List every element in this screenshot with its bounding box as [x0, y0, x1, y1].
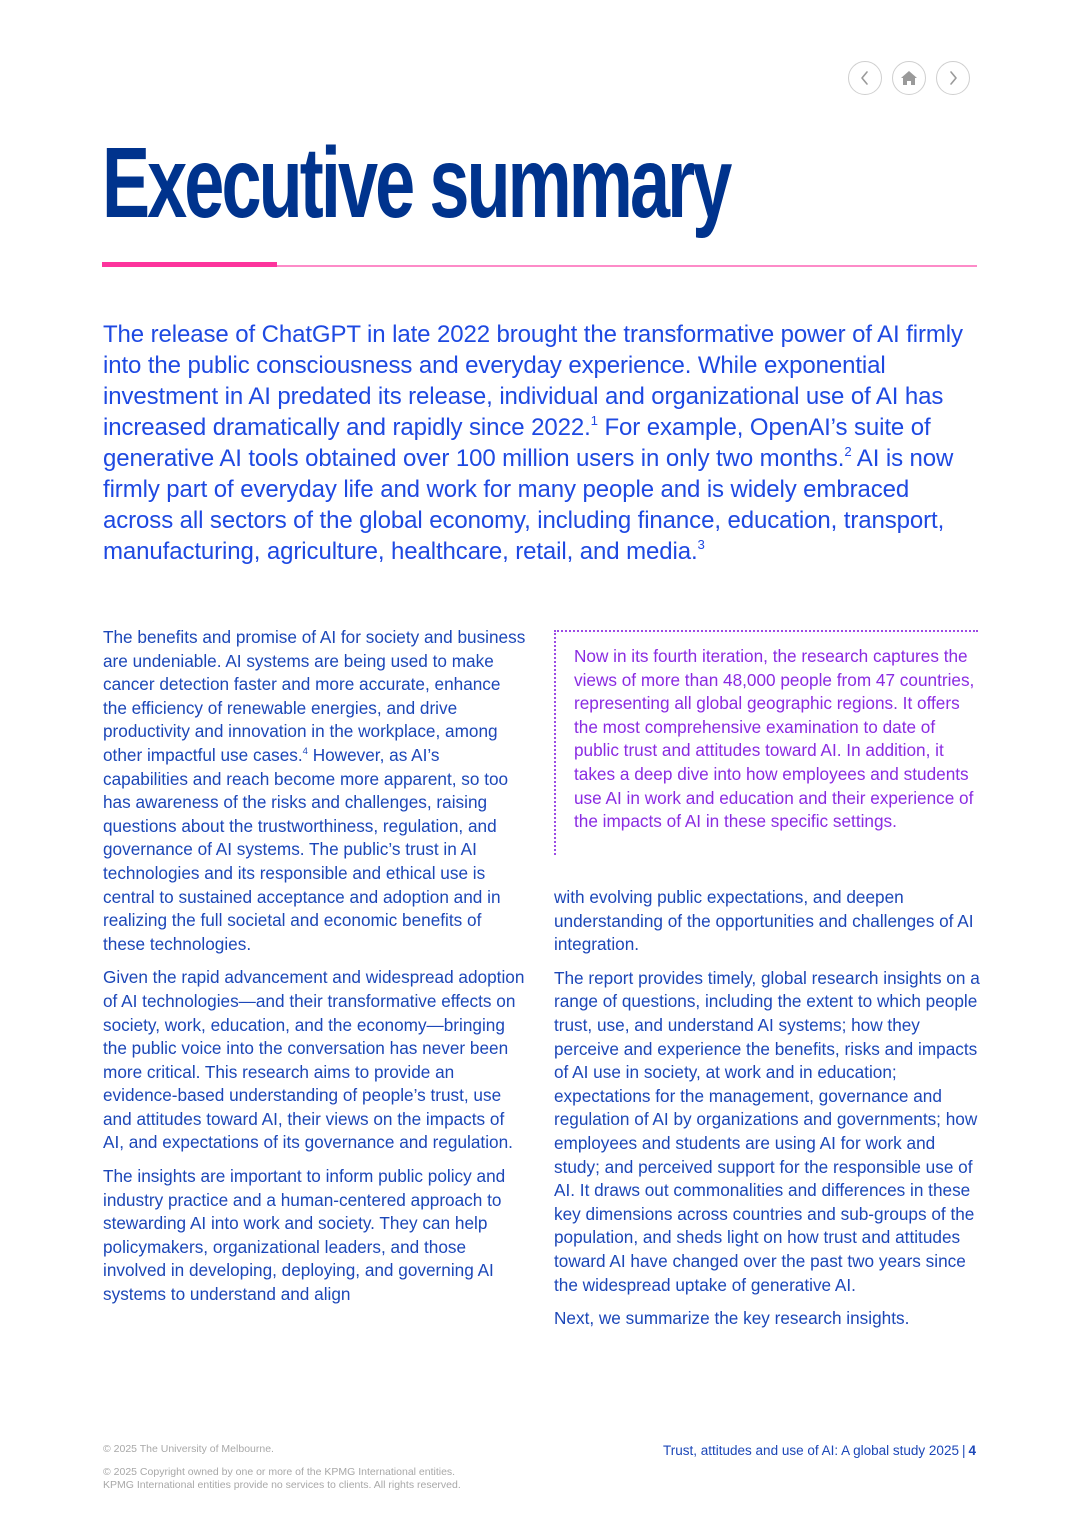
research-callout-box	[554, 630, 978, 855]
callout-text: Now in its fourth iteration, the research captures the views of more than 48,000 people from 47 countries, representing all global geographic regions. It offers the most comprehensive examination to date of public trust and attitudes toward AI. In addition, it takes a deep dive into how employees and students use AI in work and education and their experience of the impacts of AI in these specific settings.	[574, 646, 975, 832]
home-button[interactable]	[892, 61, 926, 95]
footnote-ref-1[interactable]: 1	[590, 413, 598, 429]
chevron-left-icon	[858, 70, 872, 86]
copyright-kpmg-line-2: KPMG International entities provide no services to clients. All rights reserved.	[103, 1479, 461, 1491]
intro-text-3: AI is now firmly part of everyday life and work for many people and is widely embraced across all sectors of the global economy, including finance, education, transport, manufacturing, agriculture, healthcare, retail, and media.	[103, 445, 954, 565]
page-number: 4	[968, 1443, 976, 1458]
footnote-ref-2[interactable]: 2	[844, 444, 852, 460]
body-paragraph: with evolving public expectations, and deepen understanding of the opportunities and challenges of AI integration.	[554, 887, 974, 955]
chevron-right-icon	[946, 70, 960, 86]
body-paragraph: Next, we summarize the key research insights.	[554, 1308, 910, 1329]
body-text: However, as AI’s capabilities and reach become more apparent, so too has awareness of the risks and challenges, raising questions about the trustworthiness, regulation, and governance of AI systems. The public’s trust in AI technologies and its responsible and ethical use is central to sustained acceptance and adoption and in realizing the full societal and economic benefits of these technologies.	[103, 744, 509, 954]
body-paragraph: The report provides timely, global research insights on a range of questions, including the extent to which people trust, use, and understand AI systems; how they perceive and experience the benefits, risks and impacts of AI use in society, at work and in education; expectations for the management, governance and regulation of AI by organizations and governments; how employees and students are using AI for work and study; and perceived support for the responsible use of AI. It draws out commonalities and differences in these key dimensions across countries and sub-groups of the population, and sheds light on how trust and attitudes toward AI have changed over the past two years since the widespread uptake of generative AI.	[554, 967, 980, 1295]
footer-page-info	[663, 1443, 976, 1458]
body-paragraph	[103, 626, 528, 956]
footer-copyright	[103, 1443, 461, 1492]
left-column	[103, 626, 528, 1317]
body-paragraph: Given the rapid advancement and widespread adoption of AI technologies—and their transformative effects on society, work, education, and the economy—bringing the public voice into the conversation has never been more critical. This research aims to provide an evidence-based understanding of people’s trust, use and attitudes toward AI, their views on the impacts of AI, and expectations of its governance and regulation.	[103, 967, 525, 1153]
intro-text-2: For example, OpenAI’s suite of generative AI tools obtained over 100 million users in only two months.	[103, 414, 931, 472]
body-text: The benefits and promise of AI for society and business are undeniable. AI systems are being used to make cancer detection faster and more accurate, enhance the efficiency of renewable energies, and drive productivity and innovation in the workplace, among other impactful use cases.	[103, 627, 526, 765]
body-paragraph: The insights are important to inform public policy and industry practice and a human-centered approach to stewarding AI into work and society. They can help policymakers, organizational leaders, and those involved in developing, deploying, and governing AI systems to understand and align	[103, 1166, 506, 1305]
title-accent-bar	[102, 262, 277, 267]
copyright-kpmg-line-1: © 2025 Copyright owned by one or more of the KPMG International entities.	[103, 1466, 456, 1478]
previous-page-button[interactable]	[848, 61, 882, 95]
copyright-university: © 2025 The University of Melbourne.	[103, 1443, 274, 1455]
footer-separator: |	[961, 1443, 966, 1458]
intro-text-1: The release of ChatGPT in late 2022 brought the transformative power of AI firmly into the public consciousness and everyday experience. While exponential investment in AI predated its release, individual and organizational use of AI has increased dramatically and rapidly since 2022.	[103, 321, 963, 441]
next-page-button[interactable]	[936, 61, 970, 95]
page-navigation	[848, 61, 970, 95]
report-title: Trust, attitudes and use of AI: A global study 2025	[663, 1443, 959, 1458]
footnote-ref-4[interactable]: 4	[302, 745, 308, 757]
intro-paragraph	[103, 319, 963, 567]
home-icon	[900, 70, 918, 86]
right-column	[554, 886, 984, 1341]
footnote-ref-3[interactable]: 3	[697, 537, 705, 553]
page-title: Executive summary	[102, 127, 730, 239]
